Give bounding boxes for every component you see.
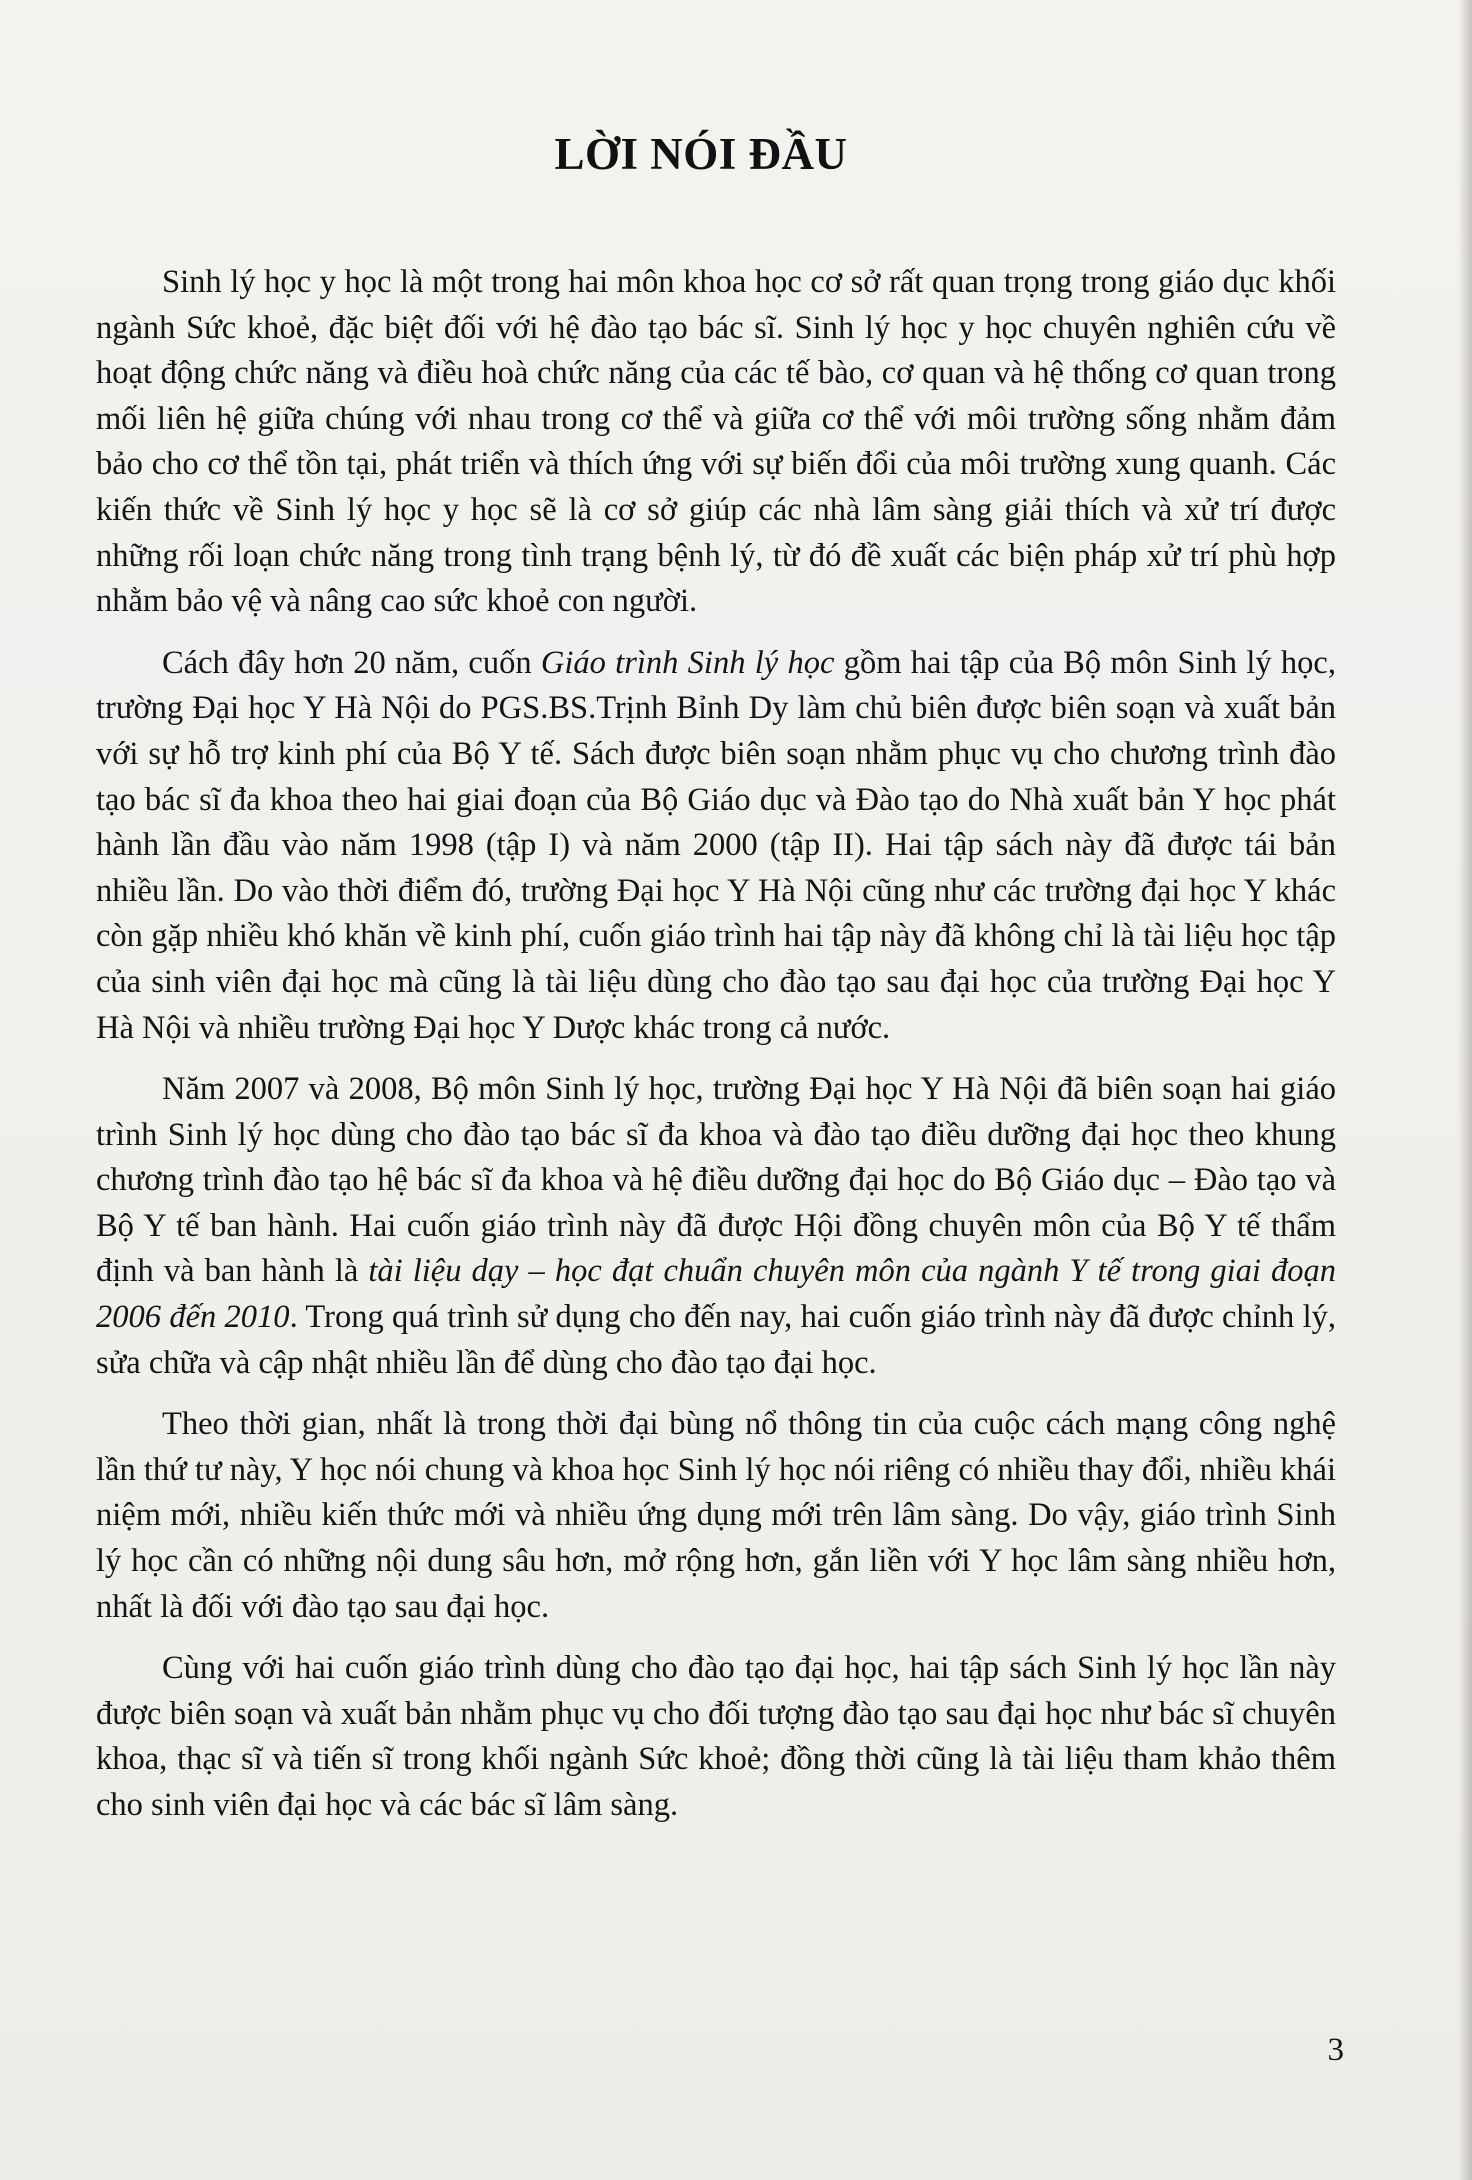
paragraph-5 [96, 1646, 1336, 1828]
paragraph-text: Sinh lý học y học là một trong hai môn khoa học cơ sở rất quan trọng trong giáo dục khối ngành Sức khoẻ, đặc biệt đối với hệ đào tạo bác sĩ. Sinh lý học y học chuyên nghiên cứu về hoạt động chức năng và điều hoà chức năng của các tế bào, cơ quan và hệ thống cơ quan trong mối liên hệ giữa chúng với nhau trong cơ thể và giữa cơ thể với môi trường sống nhằm đảm bảo cho cơ thể tồn tại, phát triển và thích ứng với sự biến đổi của môi trường xung quanh. Các kiến thức về Sinh lý học y học sẽ là cơ sở giúp các nhà lâm sàng giải thích và xử trí được những rối loạn chức năng trong tình trạng bệnh lý, từ đó đề xuất các biện pháp xử trí phù hợp nhằm bảo vệ và nâng cao sức khoẻ con người. [96, 264, 1336, 620]
page-number: 3 [1327, 2032, 1344, 2068]
paragraph-text: Cách đây hơn 20 năm, cuốn [162, 644, 541, 681]
paragraph-1 [96, 260, 1336, 625]
standard-phrase-italic: tài liệu dạy – học đạt chuẩn chuyên môn của ngành Y tế trong giai đoạn 2006 đến 2010 [96, 1253, 1336, 1336]
paragraph-text: . Trong quá trình sử dụng cho đến nay, hai cuốn giáo trình này đã được chỉnh lý, sửa chữa và cập nhật nhiều lần để dùng cho đào tạo đại học. [96, 1299, 1336, 1381]
paragraph-text: Theo thời gian, nhất là trong thời đại bùng nổ thông tin của cuộc cách mạng công nghệ lần thứ tư này, Y học nói chung và khoa học Sinh lý học nói riêng có nhiều thay đổi, nhiều khái niệm mới, nhiều kiến thức mới và nhiều ứng dụng mới trên lâm sàng. Do vậy, giáo trình Sinh lý học cần có những nội dung sâu hơn, mở rộng hơn, gắn liền với Y học lâm sàng nhiều hơn, nhất là đối với đào tạo sau đại học. [96, 1406, 1336, 1625]
page-title: LỜI NÓI ĐẦU [554, 129, 848, 179]
paragraph-text: gồm hai tập của Bộ môn Sinh lý học, trường Đại học Y Hà Nội do PGS.BS.Trịnh Bỉnh Dy làm chủ biên được biên soạn và xuất bản với sự hỗ trợ kinh phí của Bộ Y tế. Sách được biên soạn nhằm phục vụ cho chương trình đào tạo bác sĩ đa khoa theo hai giai đoạn của Bộ Giáo dục và Đào tạo do Nhà xuất bản Y học phát hành lần đầu vào năm 1998 (tập I) và năm 2000 (tập II). Hai tập sách này đã được tái bản nhiều lần. Do vào thời điểm đó, trường Đại học Y Hà Nội cũng như các trường đại học Y khác còn gặp nhiều khó khăn về kinh phí, cuốn giáo trình hai tập này đã không chỉ là tài liệu học tập của sinh viên đại học mà cũng là tài liệu dùng cho đào tạo sau đại học của trường Đại học Y Hà Nội và nhiều trường Đại học Y Dược khác trong cả nước. [96, 644, 1336, 1046]
paragraph-2 [96, 641, 1336, 1051]
paragraph-text: Năm 2007 và 2008, Bộ môn Sinh lý học, trường Đại học Y Hà Nội đã biên soạn hai giáo trình Sinh lý học dùng cho đào tạo bác sĩ đa khoa và đào tạo điều dưỡng đại học theo khung chương trình đào tạo hệ bác sĩ đa khoa và hệ điều dưỡng đại học do Bộ Giáo dục – Đào tạo và Bộ Y tế ban hành. Hai cuốn giáo trình này đã được Hội đồng chuyên môn của Bộ Y tế thẩm định và ban hành là [96, 1071, 1336, 1290]
book-title-italic: Giáo trình Sinh lý học [540, 644, 835, 681]
paragraph-4 [96, 1402, 1336, 1630]
preface-body [96, 260, 1336, 1845]
page-edge-shadow [1458, 0, 1472, 2180]
paragraph-text: Cùng với hai cuốn giáo trình dùng cho đào tạo đại học, hai tập sách Sinh lý học lần này được biên soạn và xuất bản nhằm phục vụ cho đối tượng đào tạo sau đại học như bác sĩ chuyên khoa, thạc sĩ và tiến sĩ trong khối ngành Sức khoẻ; đồng thời cũng là tài liệu tham khảo thêm cho sinh viên đại học và các bác sĩ lâm sàng. [96, 1650, 1336, 1823]
paragraph-3 [96, 1067, 1336, 1386]
